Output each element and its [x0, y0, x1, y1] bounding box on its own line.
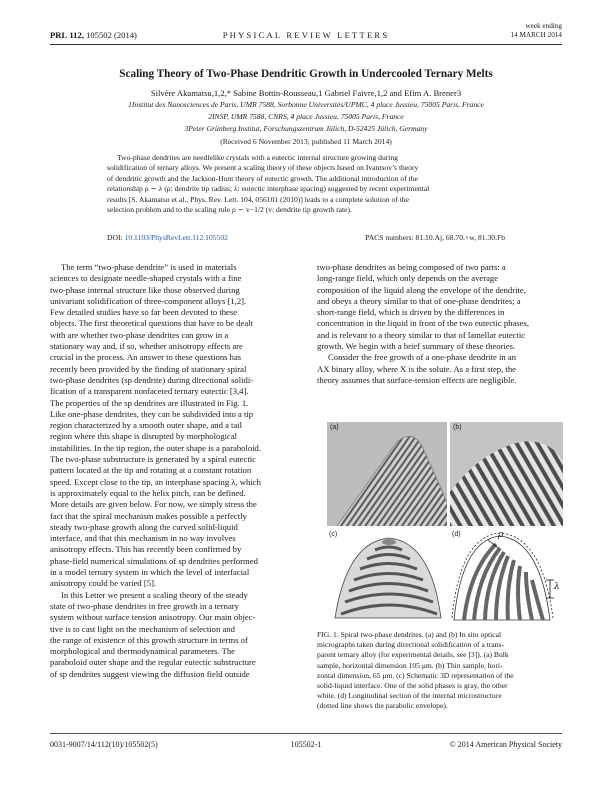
- body-line: with are whether two-phase dendrites can grow in a: [50, 329, 229, 340]
- body-line: crucial in the process. An answer to these questions has: [50, 352, 242, 363]
- body-line: steady two-phase growth along the curved solid-liquid: [50, 521, 238, 532]
- abstract-line: relationship ρ ∼ λ (ρ: dendrite tip radius; λ: eutectic interphase spacing) suggested by recent experimental: [107, 184, 430, 194]
- dendrite-micrograph-b: [450, 422, 563, 526]
- body-line: anisotropy effects. This has recently been confirmed by: [50, 544, 242, 555]
- caption-line: zontal dimension, 65 μm. (c) Schematic 3D representation of the: [317, 670, 514, 680]
- right-column: [317, 262, 563, 386]
- body-line: and is relevant to a theory similar to that of lamellar eutectic: [317, 329, 526, 340]
- body-line: two-phase dendrites (sp dendrite) during directional solidi-: [50, 374, 254, 385]
- abstract: [107, 153, 505, 215]
- body-line: The two-phase substructure is generated by a spiral eutectic: [50, 454, 256, 465]
- body-line: two-phase dendrites as being composed of two parts: a: [317, 262, 506, 272]
- body-line: fication of a transparent nonfaceted ternary eutectic [3,4].: [50, 386, 249, 397]
- running-header-right: [510, 22, 562, 40]
- body-line: stationary way and, if so, whether anisotropy effects are: [50, 341, 243, 352]
- body-line: short-range field, which is driven by the differences in: [317, 307, 505, 318]
- issue-date: 14 MARCH 2014: [510, 31, 562, 39]
- body-line: More details are given below. For now, we simply stress the: [50, 499, 257, 510]
- header-rule: [50, 44, 562, 45]
- body-line: phase-field numerical simulations of sp dendrites performed: [50, 555, 258, 566]
- author-list: Silvère Akamatsu,1,2,* Sabine Bottin-Rousseau,1 Gabriel Faivre,1,2 and Efim A. Brener3: [150, 88, 462, 98]
- journal-code: 0031-9007/14/112(10)/105502(5): [50, 740, 158, 749]
- body-line: fact that the spiral mechanism makes possible a perfectly: [50, 510, 247, 521]
- affiliation-3: 3Peter Grünberg Institut, Forschungszentrum Jülich, D-52425 Jülich, Germany: [184, 124, 428, 133]
- body-line: The properties of the sp dendrites are illustrated in Fig. 1.: [50, 397, 249, 408]
- body-line: univariant solidification of three-component alloys [1,2].: [50, 295, 247, 306]
- dendrite-micrograph-a: [327, 422, 447, 526]
- body-line: paraboloid outer shape and the regular eutectic substructure: [50, 657, 256, 668]
- body-line: In this Letter we present a scaling theory of the steady: [61, 589, 248, 600]
- caption-line: FIG. 1. Spiral two-phase dendrites. (a) and (b) In situ optical: [317, 630, 502, 639]
- body-line: two-phase internal structure like those observed during: [50, 284, 240, 295]
- schematic-panel-d: [450, 530, 563, 622]
- caption-line: sample, horizontal dimension 105 μm. (b) Thin sample, hori-: [317, 660, 503, 670]
- body-line: instabilities. In the tip region, the outer shape is a paraboloid.: [50, 442, 262, 453]
- rho-symbol: ρ: [498, 530, 504, 540]
- body-line: region characterized by a smooth outer shape, and a tail: [50, 420, 243, 431]
- journal-volume: 112,: [69, 30, 84, 40]
- footer-rule: [50, 733, 562, 734]
- spiral-paraboloid-schematic: [327, 530, 447, 622]
- abstract-line: solidification of ternary alloys. We present a scaling theory of these objects based on Ivantsov’s theory: [107, 163, 419, 173]
- abstract-line: of dendritic growth and the Jackson-Hunt theory of eutectic growth. The additional introduction of the: [107, 173, 418, 183]
- body-line: region where this shape is disrupted by morphological: [50, 431, 238, 442]
- abstract-line: results [S. Akamatsu et al., Phys. Rev. Lett. 104, 056101 (2010)] leads to a complete solution of the: [107, 194, 409, 204]
- lambda-symbol: λ: [554, 582, 560, 592]
- panel-label-d: (d): [452, 531, 461, 538]
- abstract-line: Two-phase dendrites are needlelike crystals with a eutectic internal structure growing during: [117, 153, 398, 162]
- body-line: interface, and that this mechanism in no way involves: [50, 533, 236, 544]
- body-line: system without surface tension anisotropy. Our main objec-: [50, 612, 256, 623]
- doi-line: [107, 233, 228, 242]
- body-line: recently been provided by the finding of stationary spiral: [50, 363, 247, 374]
- body-line: Like one-phase dendrites, they can be subdivided into a tip: [50, 408, 254, 419]
- copyright: © 2014 American Physical Society: [449, 740, 562, 749]
- body-line: Consider the free growth of a one-phase dendrite in an: [328, 352, 517, 363]
- doi-label: DOI:: [107, 233, 123, 242]
- figure-1: [317, 418, 563, 624]
- caption-line: white. (d) Longitudinal section of the internal microstructure: [317, 691, 502, 701]
- body-line: The term “two-phase dendrite” is used in materials: [61, 262, 237, 272]
- body-line: morphological and thermodynamical parameters. The: [50, 646, 235, 657]
- figure-caption: [317, 630, 563, 712]
- caption-line: solid-liquid interface. One of the solid phases is gray, the other: [317, 681, 508, 691]
- body-line: objects. The first theoretical questions that have to be dealt: [50, 318, 253, 329]
- left-column: [50, 262, 297, 680]
- affiliation-2: 2INSP, UMR 7588, CNRS, 4 place Jussieu, 75005 Paris, France: [208, 112, 404, 121]
- body-line: Few detailed studies have so far been devoted to these: [50, 307, 238, 318]
- micrograph-panel-b: [450, 422, 563, 526]
- panel-label-a: (a): [330, 424, 339, 431]
- body-line: of sp dendrites suggest viewing the diffusion field outside: [50, 668, 250, 679]
- pacs-numbers: PACS numbers: 81.10.Aj, 68.70.+w, 81.30.Fb: [365, 233, 505, 242]
- article-title: Scaling Theory of Two-Phase Dendritic Growth in Undercooled Ternary Melts: [119, 68, 493, 80]
- body-line: the range of existence of this growth structure in terms of: [50, 634, 248, 645]
- week-ending-label: week ending: [525, 22, 562, 30]
- body-line: is approximately equal to the helix pitch, can be defined.: [50, 487, 246, 498]
- journal-name: PHYSICAL REVIEW LETTERS: [222, 30, 390, 40]
- body-line: growth. We begin with a brief summary of these theories.: [317, 341, 516, 352]
- body-line: concentration in the liquid in front of the two eutectic phases,: [317, 318, 529, 329]
- abstract-line: selection problem and to the scaling rule ρ ∼ v−1/2 (v: dendrite tip growth rate).: [107, 205, 352, 215]
- body-line: and obeys a theory similar to that of one-phase dendrites; a: [317, 295, 521, 306]
- caption-line: (dotted line shows the parabolic envelope).: [317, 701, 448, 711]
- affiliation-1: 1Institut des Nanosciences de Paris, UMR 7588, Sorbonne Universités/UPMC, 4 place Jussieu, 75005 Paris, France: [128, 100, 484, 109]
- body-line: speed. Except close to the tip, an interphase spacing λ, which: [50, 476, 261, 487]
- body-line: theory assumes that surface-tension effects are negligible.: [317, 374, 517, 385]
- body-line: pattern located at the tip and rotating at a constant rotation: [50, 465, 252, 476]
- body-line: AX binary alloy, where X is the solute. As a first step, the: [317, 363, 516, 374]
- caption-line: parent ternary alloy (for experimental details, see [3]). (a) Bulk: [317, 650, 509, 660]
- body-line: state of two-phase dendrites in free growth in a ternary: [50, 600, 239, 611]
- body-line: in a model ternary system in which the level of interfacial: [50, 567, 250, 578]
- micrograph-panel-a: [327, 422, 447, 526]
- panel-label-b: (b): [453, 424, 462, 431]
- page-number: 105502-1: [290, 740, 322, 749]
- received-dates: (Received 6 November 2013; published 11 March 2014): [220, 137, 392, 146]
- body-line: anisotropy could be varied [5].: [50, 578, 157, 589]
- body-line: long-range field, which only depends on the average: [317, 273, 499, 284]
- body-line: composition of the liquid along the envelope of the dendrite,: [317, 284, 526, 295]
- doi-link[interactable]: 10.1103/PhysRevLett.112.105502: [124, 233, 228, 242]
- article-info: 105502 (2014): [86, 30, 137, 40]
- body-line: tive is to cast light on the mechanism of selection and: [50, 623, 235, 634]
- caption-line: micrographs taken during directional solidification of a trans-: [317, 640, 505, 650]
- schematic-panel-c: [327, 530, 447, 622]
- journal-short: PRL: [50, 30, 68, 40]
- panel-label-c: (c): [329, 531, 338, 538]
- body-line: sciences to designate needle-shaped crystals with a fine: [50, 273, 242, 284]
- longitudinal-section-schematic: [450, 530, 563, 622]
